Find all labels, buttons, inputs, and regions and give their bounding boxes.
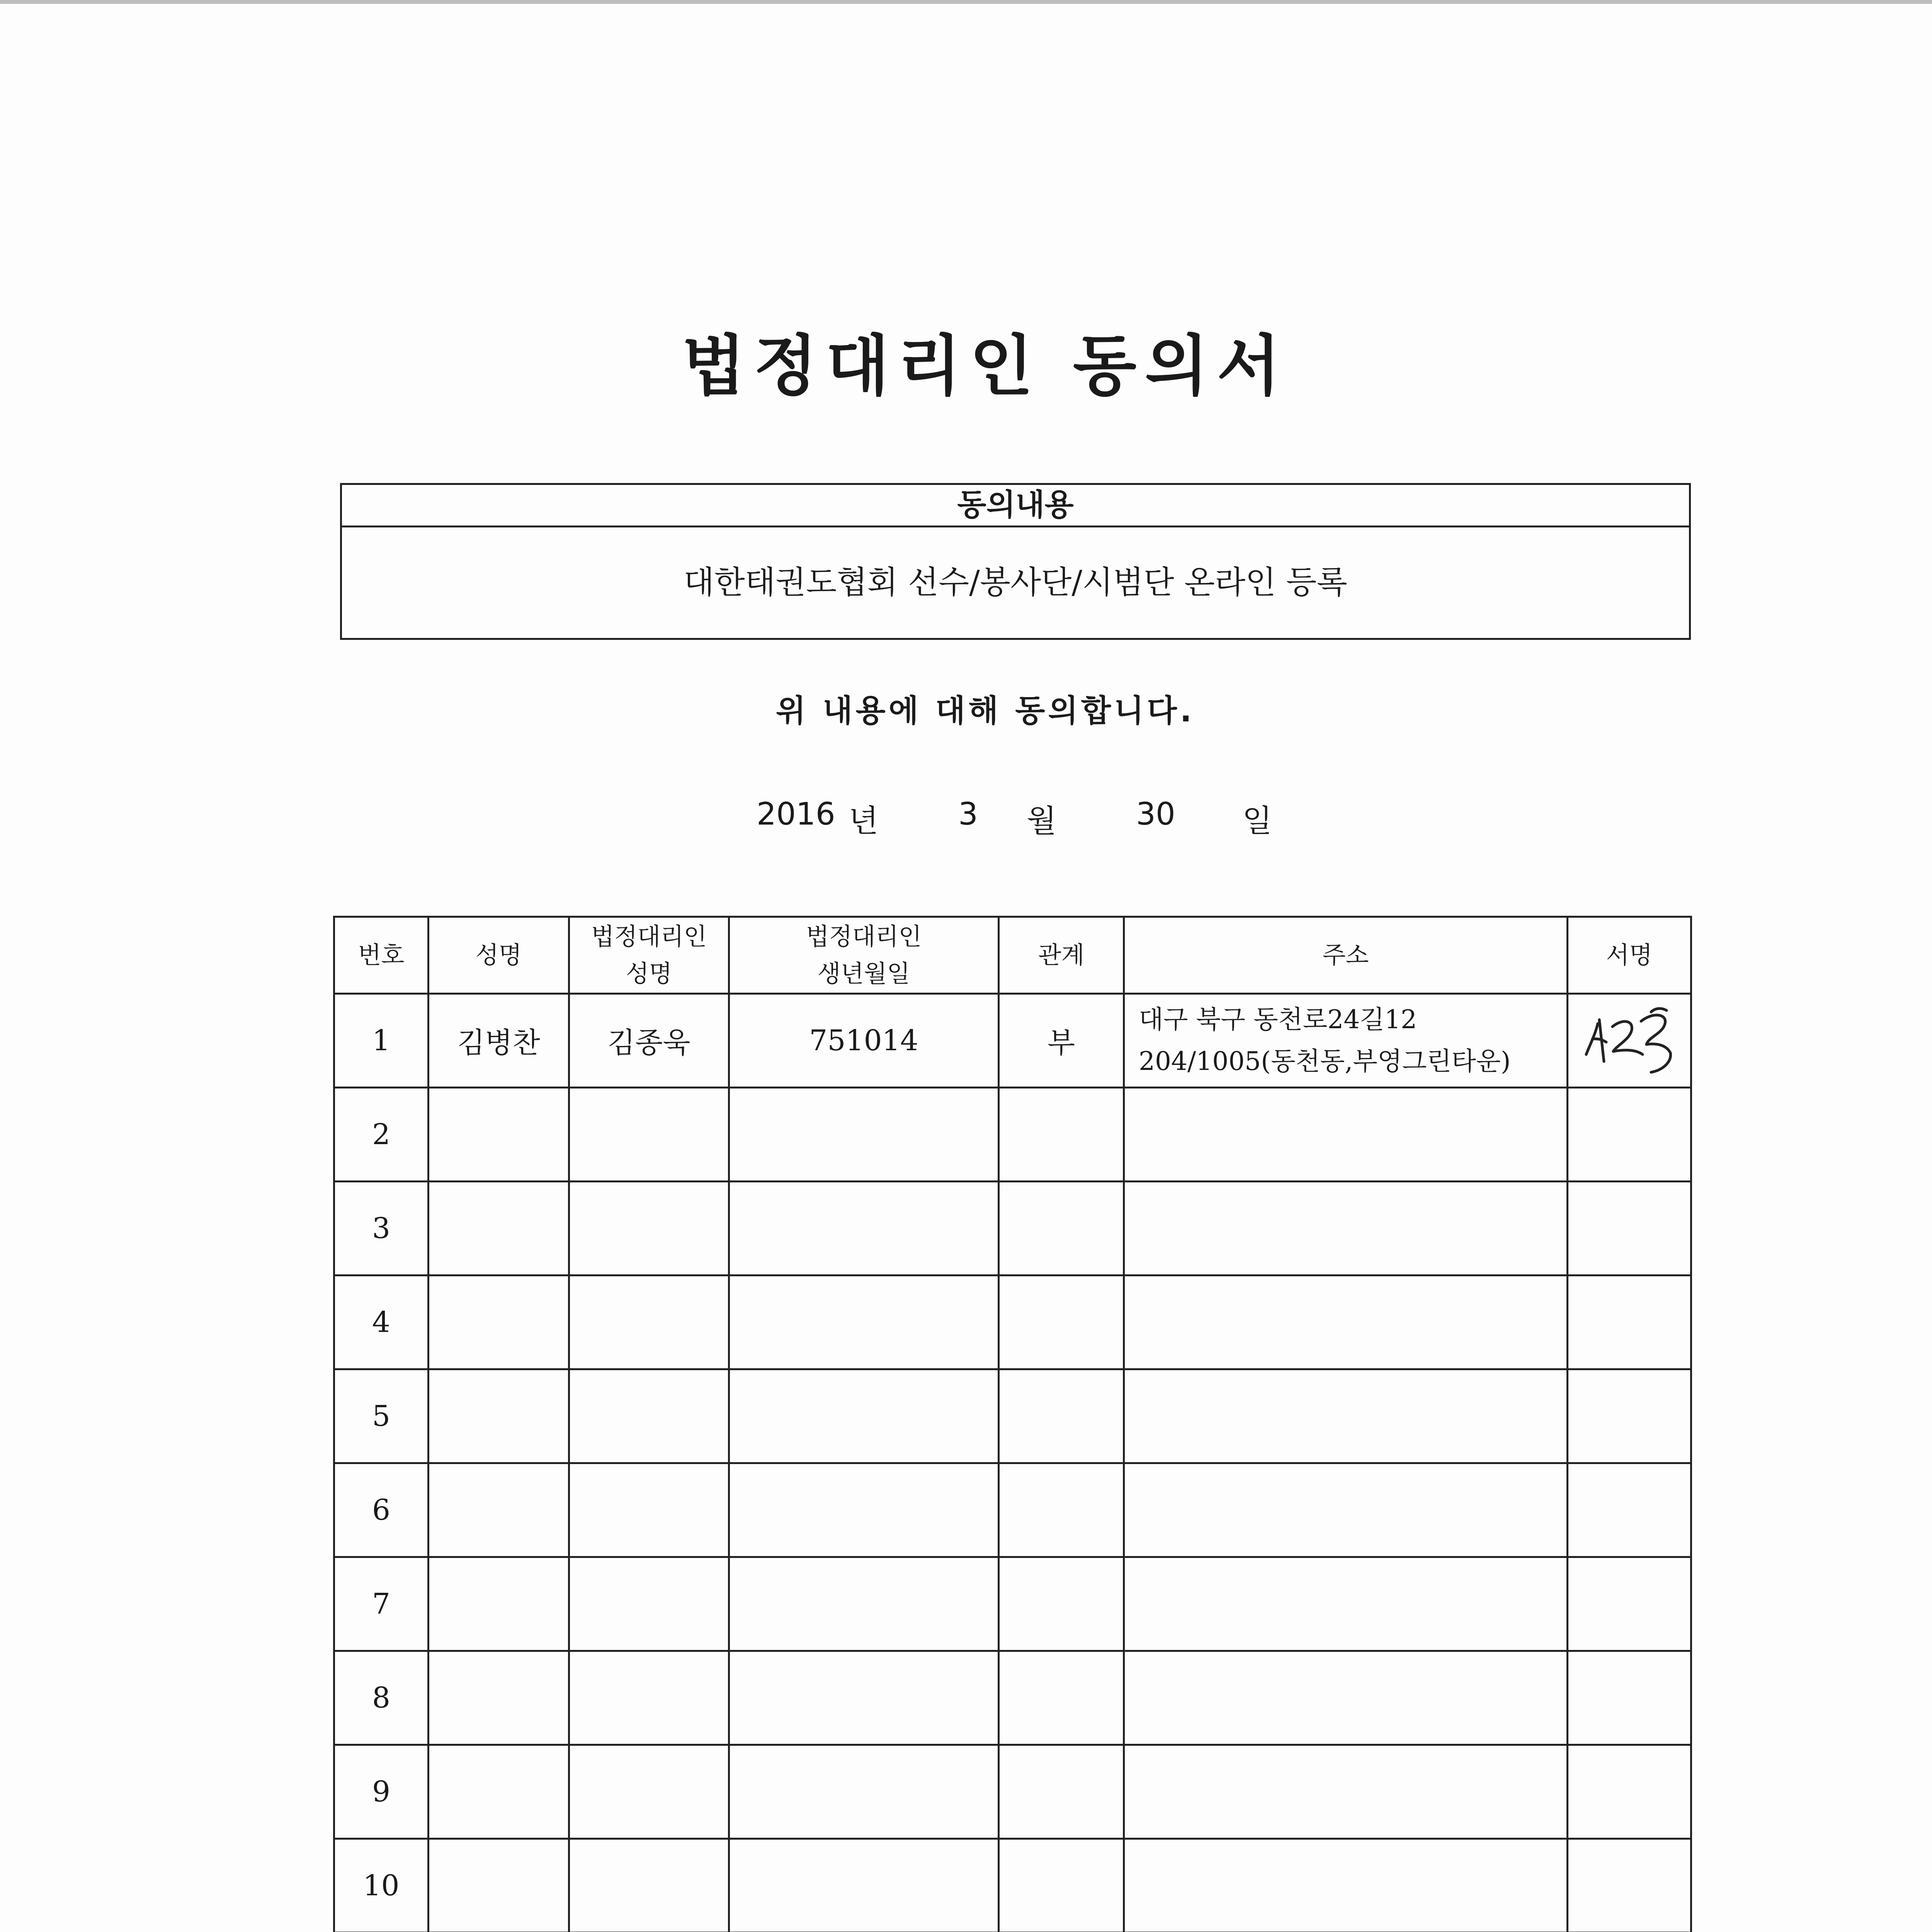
header-guardian-birth-line2: 생년월일 [817,959,910,988]
row-number: 10 [334,1839,429,1932]
table-header-row [334,917,1691,994]
student-name [429,1276,569,1369]
table-body [334,994,1691,1932]
date-day-label: 일 [1242,803,1272,839]
consent-box [340,483,1691,640]
header-name: 성명 [429,917,569,994]
relation [999,1463,1124,1557]
address [1124,1463,1568,1557]
guardian-birthdate [729,1276,999,1369]
document-title: 법정대리인 동의서 [682,328,1289,405]
date-month-label: 월 [1027,803,1057,839]
header-relation: 관계 [999,917,1124,994]
student-name [429,1745,569,1839]
signature-cell [1568,1463,1691,1557]
row-number: 4 [334,1276,429,1369]
address [1124,1651,1568,1745]
row-number: 1 [334,994,429,1088]
guardian-birthdate: 751014 [729,994,999,1088]
guardian-birthdate [729,1463,999,1557]
relation: 부 [999,994,1124,1088]
guardian-consent-table [333,916,1692,1932]
table-row [334,994,1691,1088]
guardian-birthdate [729,1182,999,1276]
student-name [429,1182,569,1276]
student-name [429,1557,569,1651]
address [1124,994,1568,1088]
student-name [429,1839,569,1932]
header-guardian-name-line2: 성명 [626,959,672,988]
address [1124,1839,1568,1932]
row-number: 9 [334,1745,429,1839]
signature-cell [1568,1839,1691,1932]
guardian-name [569,1839,729,1932]
guardian-name [569,1182,729,1276]
table-row [334,1839,1691,1932]
consent-header: 동의내용 [342,485,1689,527]
relation [999,1839,1124,1932]
header-number: 번호 [334,917,429,994]
signature-cell [1568,1557,1691,1651]
address-line1: 대구 북구 동천로24길12 [1139,1005,1417,1034]
guardian-birthdate [729,1839,999,1932]
relation [999,1745,1124,1839]
table-row [334,1088,1691,1182]
guardian-name [569,1276,729,1369]
table-row [334,1745,1691,1839]
guardian-name [569,1557,729,1651]
address [1124,1369,1568,1463]
date-year-label: 년 [849,803,879,839]
header-guardian-name [569,917,729,994]
address [1124,1182,1568,1276]
student-name [429,1651,569,1745]
signature-cell [1568,994,1691,1088]
signature-cell [1568,1276,1691,1369]
guardian-birthdate [729,1088,999,1182]
address [1124,1557,1568,1651]
relation [999,1651,1124,1745]
row-number: 3 [334,1182,429,1276]
guardian-name [569,1088,729,1182]
relation [999,1182,1124,1276]
guardian-birthdate [729,1651,999,1745]
relation [999,1557,1124,1651]
table-row [334,1276,1691,1369]
table-row [334,1651,1691,1745]
row-number: 7 [334,1557,429,1651]
signature-cell [1568,1651,1691,1745]
header-signature: 서명 [1568,917,1691,994]
table-row [334,1369,1691,1463]
row-number: 2 [334,1088,429,1182]
signature-cell [1568,1745,1691,1839]
table-row [334,1557,1691,1651]
guardian-name [569,1369,729,1463]
guardian-birthdate [729,1745,999,1839]
signature-cell [1568,1088,1691,1182]
table-row [334,1463,1691,1557]
address [1124,1088,1568,1182]
relation [999,1276,1124,1369]
address-line2: 204/1005(동천동,부영그린타운) [1139,1046,1511,1076]
row-number: 5 [334,1369,429,1463]
consent-content: 대한태권도협회 선수/봉사단/시범단 온라인 등록 [684,564,1347,601]
student-name: 김병찬 [429,994,569,1088]
student-name [429,1369,569,1463]
header-address: 주소 [1124,917,1568,994]
guardian-name [569,1463,729,1557]
guardian-birthdate [729,1557,999,1651]
relation [999,1369,1124,1463]
row-number: 8 [334,1651,429,1745]
header-guardian-name-line1: 법정대리인 [591,922,707,951]
date-day: 30 [1136,796,1175,832]
relation [999,1088,1124,1182]
row-number: 6 [334,1463,429,1557]
address [1124,1745,1568,1839]
scan-top-edge [0,0,1932,4]
guardian-name: 김종욱 [569,994,729,1088]
table-row [334,1182,1691,1276]
header-guardian-birth [729,917,999,994]
student-name [429,1088,569,1182]
address [1124,1276,1568,1369]
header-guardian-birth-line1: 법정대리인 [806,922,922,951]
guardian-name [569,1745,729,1839]
signature-cell [1568,1369,1691,1463]
date-month: 3 [958,796,978,832]
guardian-name [569,1651,729,1745]
student-name [429,1463,569,1557]
signature-cell [1568,1182,1691,1276]
guardian-birthdate [729,1369,999,1463]
handwritten-signature [1575,997,1684,1078]
agreement-statement: 위 내용에 대해 동의합니다. [776,693,1195,729]
date-year: 2016 [757,796,835,832]
